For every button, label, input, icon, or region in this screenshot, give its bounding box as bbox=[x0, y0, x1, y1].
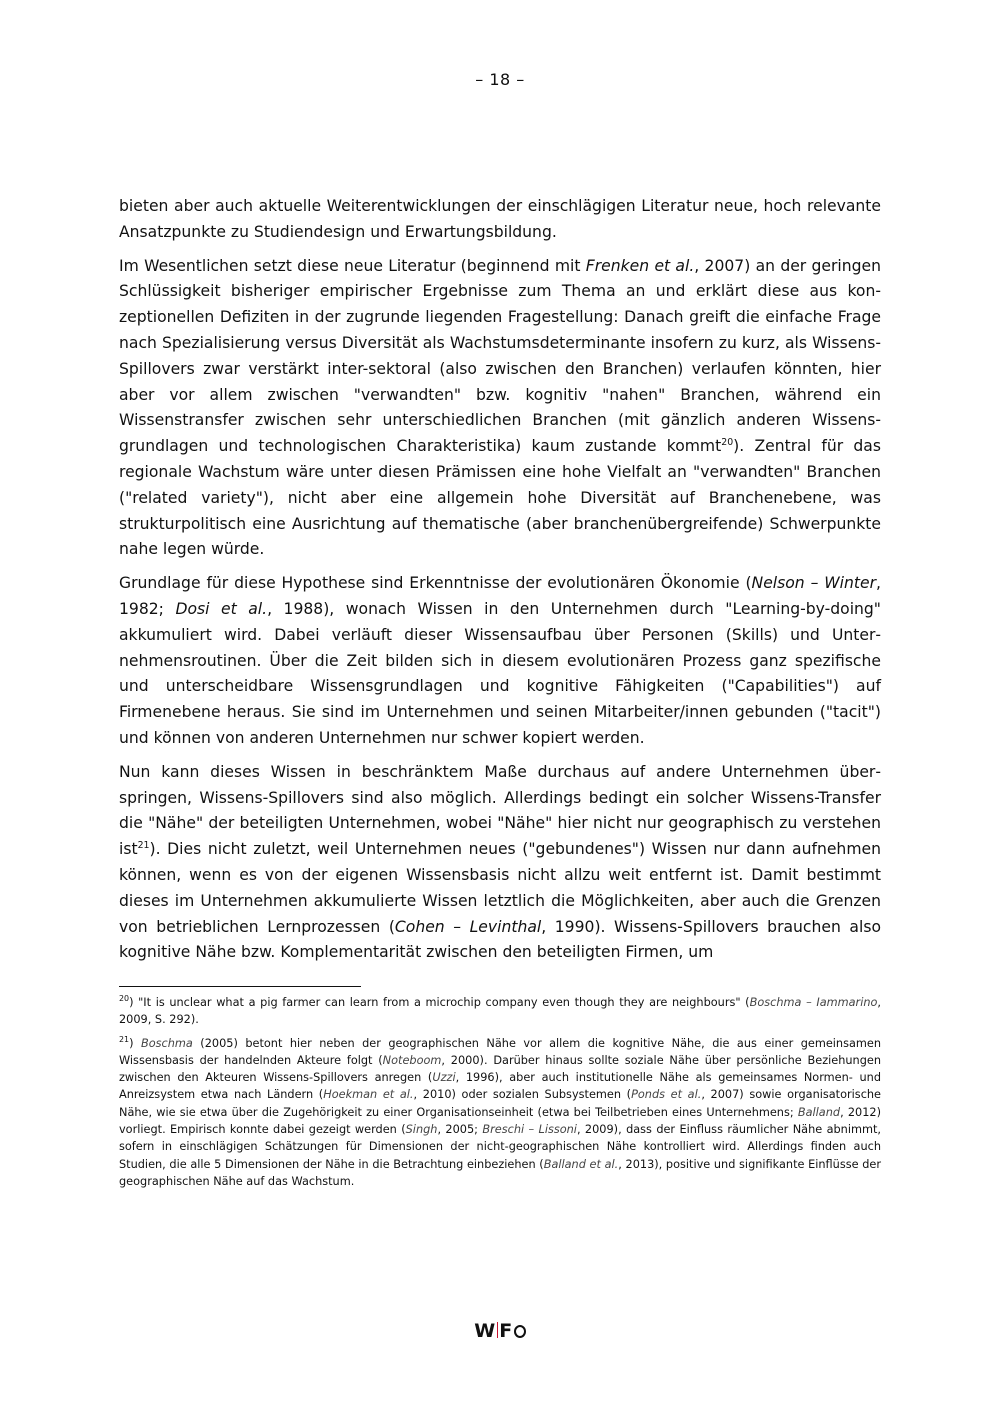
text-run: , 2007) an der geringen Schlüssigkeit bisheriger empirischer Ergebnisse zum Thema an und erklärt diese aus konzeptionellen Defiziten in der zugrunde liegenden Fragestellung: Danach greift die einfache Frage nach Spezialisierung versus Diversität als Wachstumsdeterminante insofern zu kurz, als Wissens-Spillovers zwar verstärkt inter-sektoral (also zwischen den Branchen) verlaufen könnten, hier aber vor allem zwischen "verwandten" bzw. kognitiv "nahen" Branchen, während ein Wissenstransfer zwischen sehr unterschiedlichen Branchen (mit gänzlich anderen Wissensgrundlagen und technologischen Charakteristika) kaum zustande kommt bbox=[119, 256, 881, 456]
citation: Frenken et al. bbox=[585, 256, 695, 275]
text-run: Im Wesentlichen setzt diese neue Literatur (beginnend mit bbox=[119, 256, 586, 275]
body-text bbox=[119, 194, 881, 974]
citation: Nelson – Winter bbox=[751, 574, 877, 593]
paragraph bbox=[119, 760, 881, 966]
text-run: , 2000). Darüber hinaus sollte soziale Nähe über persönliche Beziehungen zwischen den Akteuren Wissens-Spillovers anregen ( bbox=[119, 1053, 881, 1085]
text-run: , 2007) sowie organisatorische Nähe, wie sie etwa über die Zugehörigkeit zu einer Organisationseinheit (etwa bei Teilbetrieben eines Unternehmens; bbox=[119, 1088, 882, 1119]
citation: Balland et al. bbox=[543, 1157, 619, 1171]
wifo-logo bbox=[0, 1320, 1000, 1342]
citation: Balland bbox=[797, 1105, 841, 1119]
text-run: , 1988), wonach Wissen in den Unternehmen durch "Learning-by-doing" akkumuliert wird. Dabei verläuft dieser Wissensaufbau über Personen (Skills) und Unternehmensroutinen. Über die Zeit bilden sich in diesem evolutionären Prozess ganz spezifische und unterscheidbare Wissensgrundlagen und kognitive Fähigkeiten ("Capabilities") auf Firmenebene heraus. Sie sind im Unternehmen und seinen Mitarbeiter/innen gebunden ("tacit") und können von anderen Unternehmen nur schwer kopiert werden. bbox=[119, 599, 881, 747]
text-run: bieten aber auch aktuelle Weiterentwicklungen der einschlägigen Literatur neue, hoch relevante Ansatzpunkte zu Studiendesign und Erwartungsbildung. bbox=[119, 197, 881, 241]
footnote-ref-21[interactable]: 21 bbox=[137, 839, 150, 851]
paragraph bbox=[119, 571, 881, 752]
text-run: ). Dies nicht zuletzt, weil Unternehmen neues ("gebundenes") Wissen nur dann aufnehmen können, wenn es von der eigenen Wissensbasis nicht allzu weit entfernt ist. Damit bestimmt dieses im Unternehmen akkumulierte Wissen letztlich die Möglichkeiten, aber auch die Grenzen von betrieblichen Lernprozessen ( bbox=[119, 840, 881, 936]
footnote-number: 21 bbox=[119, 1034, 130, 1044]
text-run: Grundlage für diese Hypothese sind Erkenntnisse der evolutionären Ökonomie ( bbox=[119, 574, 752, 593]
citation: Dosi et al. bbox=[175, 599, 268, 618]
logo-letter: F bbox=[499, 1320, 513, 1342]
text-run: , 2009, S. 292). bbox=[119, 996, 881, 1027]
paragraph bbox=[119, 254, 881, 564]
citation: Cohen – Levinthal bbox=[394, 917, 542, 936]
text-run: , 1990). Wissens-Spillovers brauchen also kognitive Nähe bzw. Komplementarität zwischen den beteiligten Firmen, um bbox=[119, 917, 881, 962]
footnote-ref-20[interactable]: 20 bbox=[721, 436, 734, 448]
footnote-20 bbox=[119, 994, 881, 1029]
citation: Boschma – Iammarino bbox=[749, 996, 878, 1009]
text-run: Nun kann dieses Wissen in beschränktem Maße durchaus auf andere Unternehmen überspringen, Wissens-Spillovers sind also möglich. Allerdings bedingt ein solcher Wissens-Transfer die "Nähe" der beteiligten Unternehmen, wobei "Nähe" hier nicht nur geographisch zu verstehen ist bbox=[119, 762, 881, 859]
footnote-21 bbox=[119, 1035, 881, 1191]
citation: Singh bbox=[405, 1123, 438, 1137]
footnote-divider bbox=[119, 986, 361, 987]
text-run: (2005) betont hier neben der geographischen Nähe vor allem die kognitive Nähe, die aus einer gemeinsamen Wissensbasis der handelnden Akteure folgt ( bbox=[119, 1036, 881, 1067]
logo-bar bbox=[497, 1322, 499, 1338]
citation: Boschma bbox=[140, 1036, 193, 1050]
citation: Hoekman et al. bbox=[323, 1088, 414, 1102]
text-run: , 1982; bbox=[119, 574, 881, 618]
text-run: ). Zentral für das regionale Wachstum wäre unter diesen Prämissen eine hohe Vielfalt an "verwandten" Branchen ("related variety"), nicht aber eine allgemein hohe Diversität auf Branchenebene, was strukturpolitisch eine Ausrichtung auf thematische (aber branchenübergreifende) Schwerpunkte nahe legen würde. bbox=[119, 437, 881, 559]
text-run: , 1996), aber auch institutionelle Nähe als gemeinsames Normen- und Anreizsystem etwa nach Ländern ( bbox=[119, 1071, 881, 1102]
citation: Uzzi bbox=[432, 1071, 456, 1085]
footnotes bbox=[119, 994, 881, 1196]
logo-letter: W bbox=[474, 1320, 496, 1342]
text-run: , 2012) vorliegt. Empirisch konnte dabei gezeigt werden ( bbox=[119, 1105, 881, 1137]
citation: Ponds et al. bbox=[631, 1088, 702, 1102]
text-run: , 2005; bbox=[437, 1123, 483, 1137]
text-run: , 2013), positive und signifikante Einflüsse der geographischen Nähe auf das Wachstum. bbox=[119, 1157, 881, 1188]
footnote-number: 20 bbox=[119, 994, 130, 1004]
text-run: ) bbox=[129, 1036, 141, 1050]
citation: Noteboom bbox=[382, 1053, 442, 1067]
logo-circle bbox=[514, 1325, 526, 1338]
paragraph bbox=[119, 194, 881, 246]
text-run: , 2010) oder sozialen Subsystemen ( bbox=[413, 1088, 632, 1102]
citation: Breschi – Lissoni bbox=[482, 1123, 577, 1137]
page-number: – 18 – bbox=[475, 70, 525, 89]
text-run: , 2009), dass der Einfluss räumlicher Nähe abnimmt, sofern in einschlägigen Schätzungen für Dimensionen der nicht-geographischen Nähe kontrolliert wird. Allerdings finden auch Studien, die alle 5 Dimensionen der Nähe in die Betrachtung einbeziehen ( bbox=[119, 1123, 881, 1171]
text-run: ) "It is unclear what a pig farmer can learn from a microchip company even though they are neighbours" ( bbox=[129, 996, 750, 1009]
